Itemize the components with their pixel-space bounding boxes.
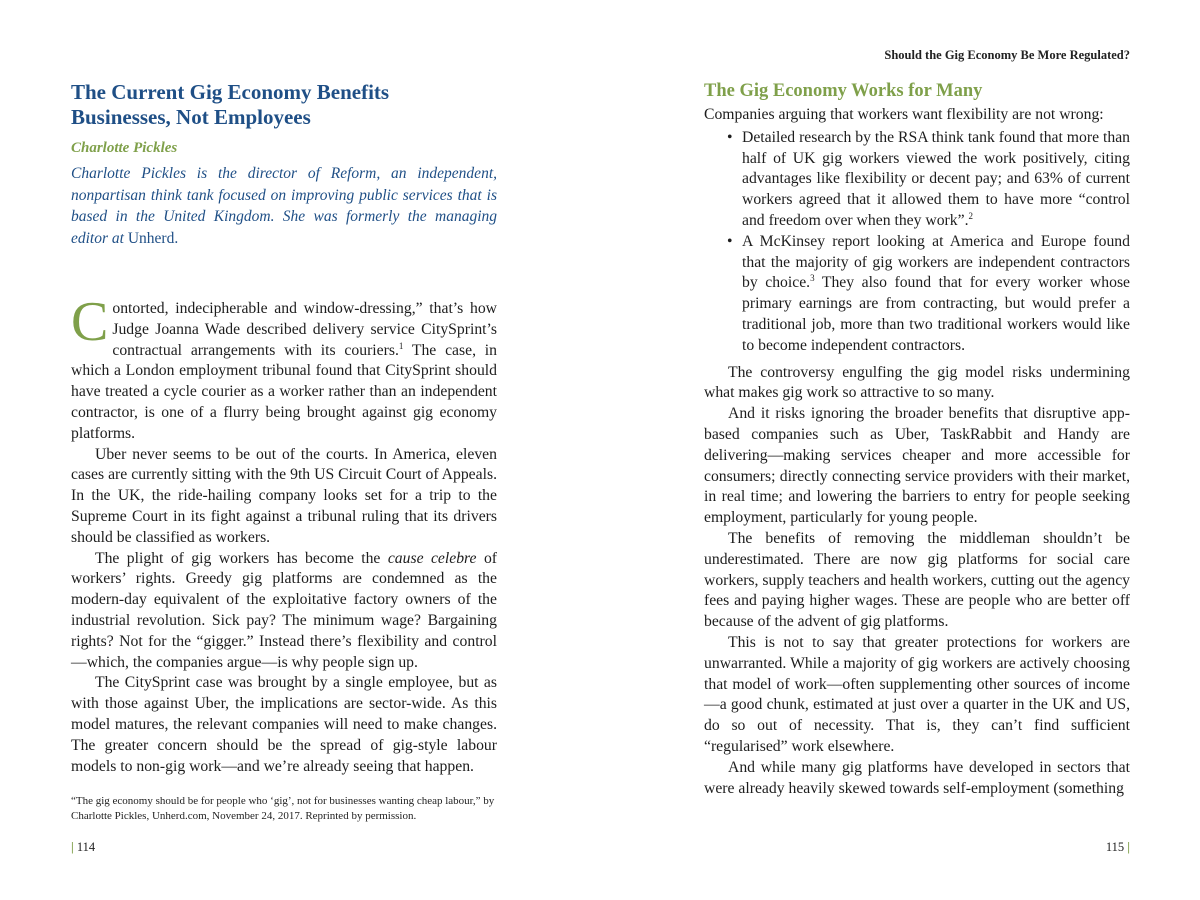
footnote-ref-1: 1 bbox=[398, 340, 404, 351]
intro-line: Companies arguing that workers want flexibility are not wrong: bbox=[704, 106, 1104, 123]
bullet-icon: • bbox=[727, 232, 733, 250]
right-paragraph-5: And while many gig platforms have developed in sectors that were already heavily skewed towards self-employment (something bbox=[704, 758, 1130, 797]
right-paragraph-4: This is not to say that greater protections for workers are unwarranted. While a majority of gig workers are actively choosing that model of work—often supplementing other sources of income—a good chunk, estimated at just over a quarter in the UK and US, do so out of necessity. That is, they can’t find sufficient “regularised” work elsewhere. bbox=[704, 633, 1130, 755]
author-bio-text: Charlotte Pickles is the director of Reform, an independent, nonpartisan think tank focused on improving public services that is based in the United Kingdom. She was formerly the managing editor at bbox=[71, 165, 497, 247]
article-author: Charlotte Pickles bbox=[71, 140, 178, 156]
folio-bar-right: | bbox=[1127, 840, 1130, 854]
page-number-left bbox=[71, 840, 95, 855]
right-column bbox=[704, 80, 1130, 799]
author-bio-publication: Unherd. bbox=[127, 229, 179, 247]
paragraph-3-emphasis: cause celebre bbox=[387, 549, 477, 567]
right-paragraph-1: The controversy engulfing the gig model risks undermining what makes gig work so attractive to so many. bbox=[704, 363, 1130, 402]
footnote-ref-3: 3 bbox=[810, 273, 815, 284]
paragraph-3 bbox=[71, 549, 497, 674]
page-number-right bbox=[1106, 840, 1130, 855]
folio-bar-left: | bbox=[71, 840, 74, 854]
right-paragraph-2: And it risks ignoring the broader benefits that disruptive app-based companies such as Uber, TaskRabbit and Handy are delivering—making services cheaper and more accessible for consumers; directly connecting service providers with their market, in real time; and lowering the barriers to entry for people seeking employment, particularly for young people. bbox=[704, 405, 1130, 527]
paragraph-1 bbox=[71, 291, 497, 445]
drop-cap: C bbox=[71, 291, 109, 353]
article-title: The Current Gig Economy Benefits Businesses, Not Employees bbox=[71, 80, 390, 129]
paragraph-4: The CitySprint case was brought by a single employee, but as with those against Uber, the implications are sector-wide. As this model matures, the relevant companies will need to make changes. The greater concern should be the spread of gig-style labour models to non-gig work—and we’re already seeing that happen. bbox=[71, 674, 497, 775]
source-footnote: “The gig economy should be for people who ‘gig’, not for businesses wanting cheap labour,” by Charlotte Pickles, Unherd.com, November 24, 2017. Reprinted by permission. bbox=[71, 795, 495, 822]
running-head: Should the Gig Economy Be More Regulated? bbox=[884, 48, 1130, 62]
bullet-list bbox=[704, 128, 1130, 357]
bullet-icon: • bbox=[727, 128, 733, 146]
footnote-ref-2: 2 bbox=[968, 210, 974, 221]
right-page bbox=[600, 0, 1200, 900]
paragraph-1-text-b: The case, in which a London employment tribunal found that CitySprint should have treated a cycle courier as a worker rather than an independent contractor, is one of a flurry being brought against gig economy platforms. bbox=[71, 341, 497, 442]
section-heading: The Gig Economy Works for Many bbox=[704, 81, 983, 101]
author-bio bbox=[71, 163, 497, 249]
bullet-2-text-b: They also found that for every worker whose primary earnings are from contracting, but would prefer a traditional job, more than two traditional workers would like to become independent contractors. bbox=[742, 274, 1131, 354]
bullet-1-text: Detailed research by the RSA think tank found that more than half of UK gig workers viewed the work positively, citing advantages like flexibility or decent pay; and 63% of current workers agreed that it allowed them to have more “control and freedom over when they work”. bbox=[742, 128, 1130, 229]
right-body bbox=[704, 363, 1130, 800]
bullet-2-text-a: A McKinsey report looking at America and Europe found that the majority of gig workers are independent contractors by choice. bbox=[742, 232, 1130, 292]
right-paragraph-3: The benefits of removing the middleman shouldn’t be underestimated. There are now gig platforms for social care workers, supply teachers and health workers, cutting out the agency fees and paying higher wages. These are people who are better off because of the advent of gig platforms. bbox=[704, 529, 1130, 631]
left-column bbox=[71, 80, 497, 777]
paragraph-3-text-a: The plight of gig workers has become the bbox=[95, 549, 388, 567]
page-number-left-value: 114 bbox=[76, 840, 96, 854]
paragraph-2: Uber never seems to be out of the courts. In America, eleven cases are currently sitting with the 9th US Circuit Court of Appeals. In the UK, the ride-hailing company looks set for a trip to the Supreme Court in its fight against a tribunal ruling that its drivers should be classified as workers. bbox=[71, 445, 497, 546]
page-number-right-value: 115 bbox=[1105, 840, 1125, 854]
paragraph-1-text-a: ontorted, indecipherable and window-dressing,” that’s how Judge Joanna Wade described delivery service CitySprint’s contractual arrangements with its couriers. bbox=[112, 300, 497, 359]
bullet-item-2 bbox=[727, 232, 1131, 357]
left-body bbox=[71, 291, 498, 777]
bullet-item-1 bbox=[727, 128, 1130, 232]
paragraph-3-text-b: of workers’ rights. Greedy gig platforms are condemned as the modern-day equivalent of the exploitative factory owners of the industrial revolution. Sick pay? The minimum wage? Bargaining rights? Not for the “gigger.” Instead there’s flexibility and control—which, the companies argue—is why people sign up. bbox=[71, 549, 498, 671]
